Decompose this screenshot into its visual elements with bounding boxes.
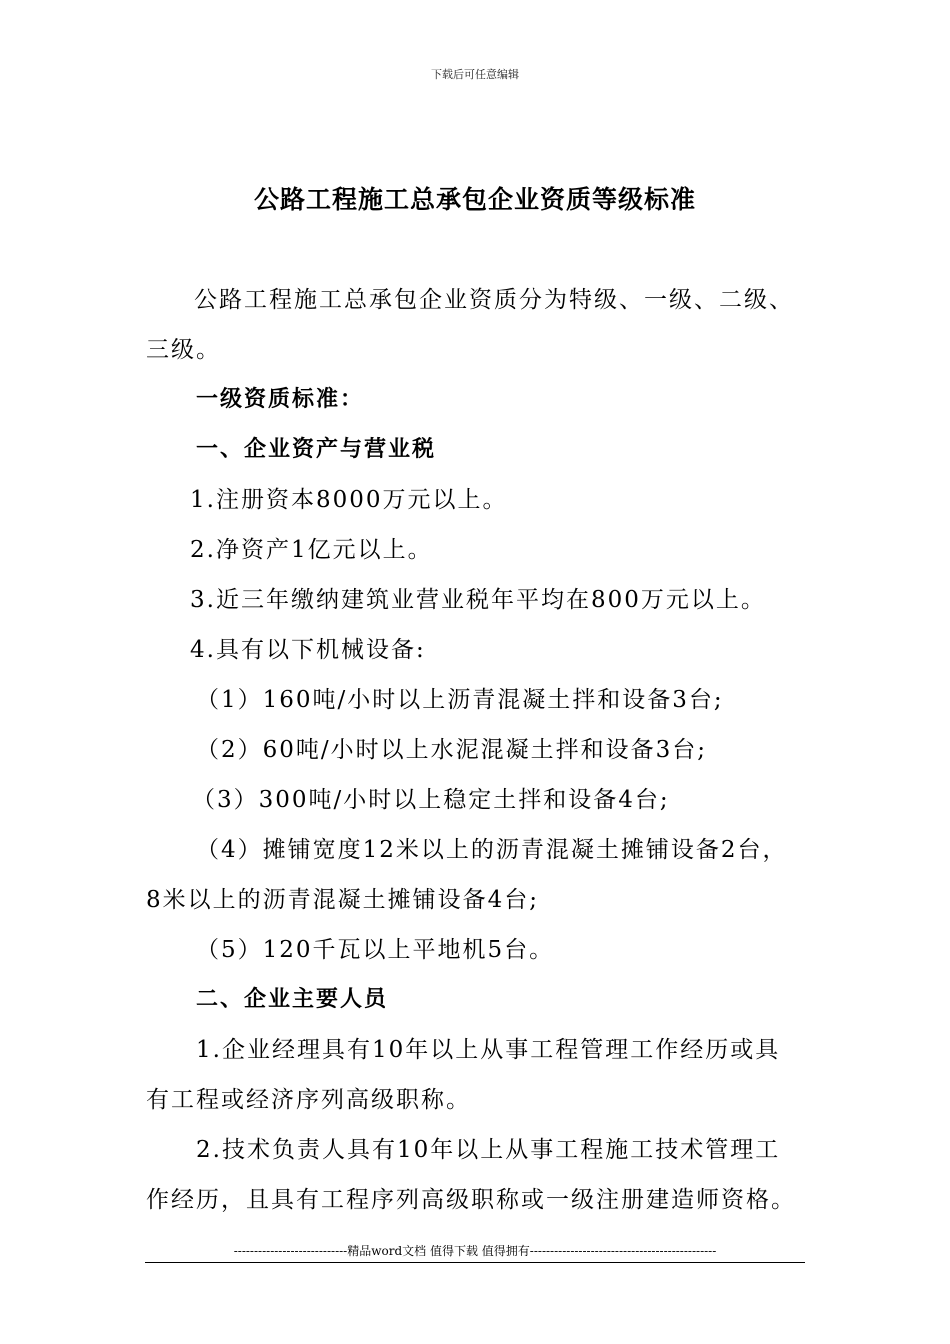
section2-item-1-line-2: 有工程或经济序列高级职称。 [146,1087,471,1113]
equipment-item-5: （5）120千瓦以上平地机5台。 [196,937,555,963]
equipment-item-2: （2）60吨/小时以上水泥混凝土拌和设备3台; [196,737,708,763]
equipment-item-4-line-1: （4）摊铺宽度12米以上的沥青混凝土摊铺设备2台， [196,837,788,863]
footer-rule [145,1262,805,1263]
document-title: 公路工程施工总承包企业资质等级标准 [253,185,696,214]
section1-item-1: 1.注册资本8000万元以上。 [190,487,508,513]
section1-item-4: 4.具有以下机械设备: [190,637,426,663]
section1-item-3: 3.近三年缴纳建筑业营业税年平均在800万元以上。 [190,587,766,613]
header-note: 下载后可任意编辑 [431,68,519,81]
level-heading: 一级资质标准： [196,387,365,412]
section2-item-2-line-1: 2.技术负责人具有10年以上从事工程施工技术管理工 [196,1137,781,1163]
equipment-item-3: （3）300吨/小时以上稳定土拌和设备4台; [192,787,670,813]
section2-item-1-line-1: 1.企业经理具有10年以上从事工程管理工作经历或具 [196,1037,781,1063]
intro-line-2: 三级。 [146,337,221,363]
equipment-item-4-line-2: 8米以上的沥青混凝土摊铺设备4台; [146,887,540,913]
intro-line-1: 公路工程施工总承包企业资质分为特级、一级、二级、 [194,287,794,313]
section2-item-2-line-2: 作经历，且具有工程序列高级职称或一级注册建造师资格。 [146,1187,796,1213]
equipment-item-1: （1）160吨/小时以上沥青混凝土拌和设备3台; [196,687,724,713]
section2-heading: 二、企业主要人员 [196,987,389,1012]
section1-heading: 一、企业资产与营业税 [196,437,437,462]
footer-note: ----------------------------精品word文档 值得下载 值得拥有---------------------------------------------- [233,1244,717,1258]
section1-item-2: 2.净资产1亿元以上。 [190,537,433,563]
